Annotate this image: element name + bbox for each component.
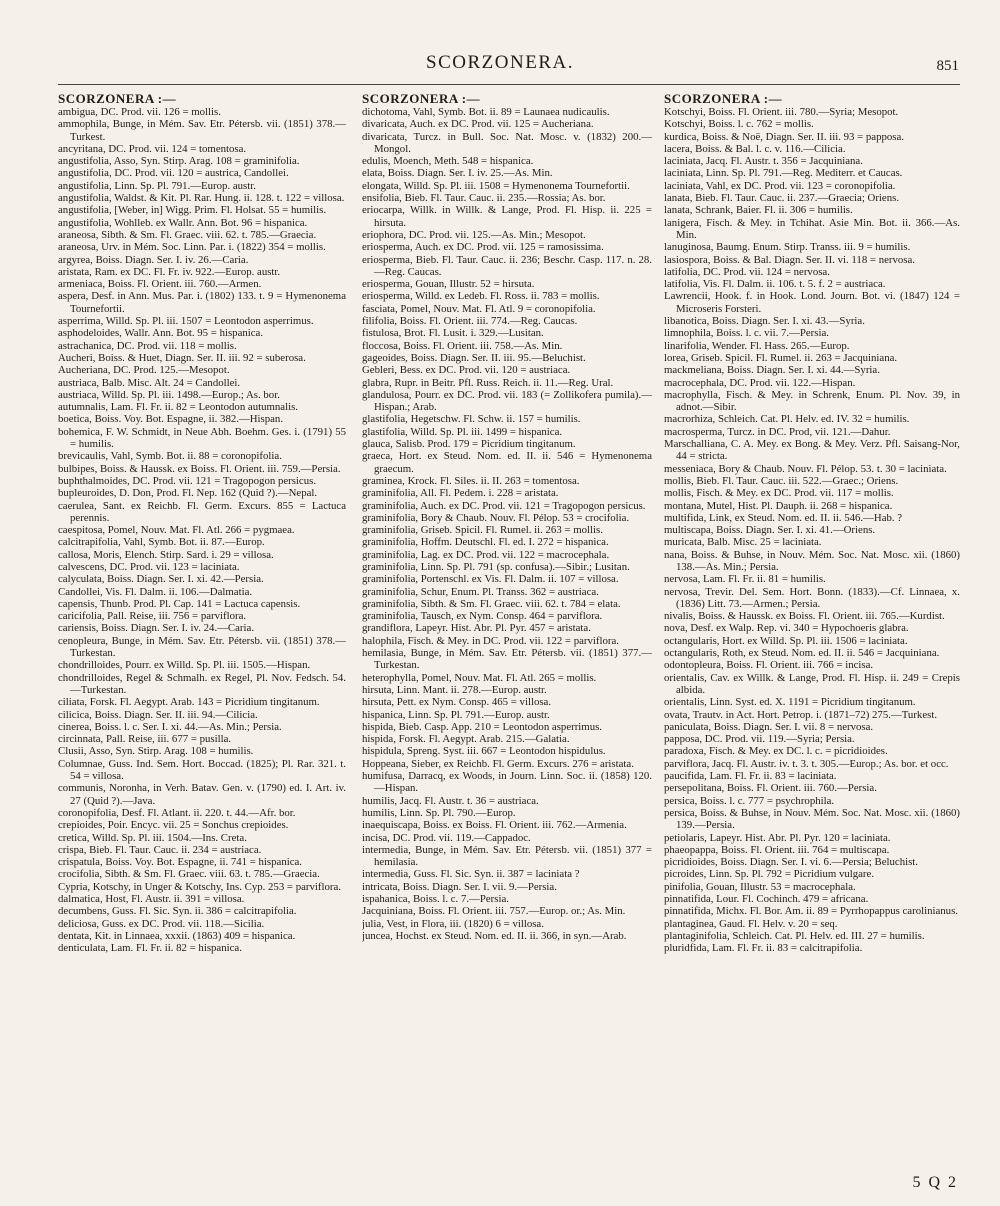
- index-entry: incisa, DC. Prod. vii. 119.—Cappadoc.: [362, 831, 531, 844]
- index-entry: glastifolia, Hegetschw. Fl. Schw. ii. 157 = humilis.: [362, 413, 581, 426]
- index-entry: pinifolia, Gouan, Illustr. 53 = macrocephala.: [664, 880, 856, 893]
- index-entry: crispatula, Boiss. Voy. Bot. Espagne, ii. 741 = hispanica.: [58, 856, 302, 869]
- index-entry: divaricata, Turcz. in Bull. Soc. Nat. Mosc. v. (1832) 200.—Mongol.: [362, 130, 652, 155]
- index-entry: deliciosa, Guss. ex DC. Prod. vii. 118.—Sicilia.: [58, 917, 265, 930]
- index-entry: graminifolia, Hoffm. Deutschl. Fl. ed. I. 272 = hispanica.: [362, 536, 609, 549]
- index-entry: elata, Boiss. Diagn. Ser. I. iv. 25.—As. Min.: [362, 167, 553, 180]
- index-entry: graeca, Hort. ex Steud. Nom. ed. II. ii. 546 = Hymenonema graecum.: [362, 450, 652, 475]
- index-entry: eriosperma, Gouan, Illustr. 52 = hirsuta.: [362, 278, 535, 291]
- index-entry: heterophylla, Pomel, Nouv. Mat. Fl. Atl. 265 = mollis.: [362, 671, 597, 684]
- index-entry: hispanica, Linn. Sp. Pl. 791.—Europ. austr.: [362, 708, 550, 721]
- index-entry: hispida, Forsk. Fl. Aegypt. Arab. 215.—Galatia.: [362, 733, 570, 746]
- index-entry: ammophila, Bunge, in Mém. Sav. Etr. Pétersb. vii. (1851) 378.—Turkest.: [58, 118, 346, 143]
- index-entry: ensifolia, Bieb. Fl. Taur. Cauc. ii. 235.—Rossia; As. bor.: [362, 192, 606, 205]
- index-entry: picroides, Linn. Sp. Pl. 792 = Picridium vulgare.: [664, 868, 875, 881]
- index-entry: gageoides, Boiss. Diagn. Ser. II. iii. 95.—Beluchist.: [362, 351, 586, 364]
- index-entry: graminifolia, Lag. ex DC. Prod. vii. 122 = macrocephala.: [362, 548, 610, 561]
- index-entry: limnophila, Boiss. l. c. vii. 7.—Persia.: [664, 327, 829, 340]
- index-entry: humilis, Jacq. Fl. Austr. t. 36 = austriaca.: [362, 794, 539, 807]
- index-entry: hemilasia, Bunge, in Mém. Sav. Etr. Pétersb. vii. (1851) 377.—Turkestan.: [362, 647, 652, 672]
- index-entry: austriaca, Balb. Misc. Alt. 24 = Candollei.: [58, 376, 241, 389]
- index-entry: lanata, Schrank, Baier. Fl. ii. 306 = humilis.: [664, 204, 853, 217]
- index-entry: caerulea, Sant. ex Reichb. Fl. Germ. Excurs. 855 = Lactuca perennis.: [58, 499, 346, 524]
- column-3: [664, 92, 960, 1192]
- index-entry: armeniaca, Boiss. Fl. Orient. iii. 760.—Armen.: [58, 278, 262, 291]
- index-entry: inaequiscapa, Boiss. ex Boiss. Fl. Orient. iii. 762.—Armenia.: [362, 819, 627, 832]
- index-entry: nervosa, Trevir. Del. Sem. Hort. Bonn. (1833).—Cf. Linnaea, x. (1836) Litt. 73.—Armen.; Persia.: [664, 585, 960, 610]
- index-entry: aspera, Desf. in Ann. Mus. Par. i. (1802) 133. t. 9 = Hymenonema Tournefortii.: [58, 290, 346, 315]
- index-entry: lanigera, Fisch. & Mey. in Tchihat. Asie Min. Bot. ii. 366.—As. Min.: [664, 216, 960, 241]
- index-entry: nova, Desf. ex Walp. Rep. vi. 340 = Hypochoeris glabra.: [664, 622, 909, 635]
- index-entry: filifolia, Boiss. Fl. Orient. iii. 774.—Reg. Caucas.: [362, 315, 578, 328]
- index-entry: Candollei, Vis. Fl. Dalm. ii. 106.—Dalmatia.: [58, 585, 253, 598]
- index-entry: Hoppeana, Sieber, ex Reichb. Fl. Germ. Excurs. 276 = aristata.: [362, 757, 634, 770]
- index-entry: macrophylla, Fisch. & Mey. in Schrenk, Enum. Pl. Nov. 39, in adnot.—Sibir.: [664, 388, 960, 414]
- index-entry: astrachanica, DC. Prod. vii. 118 = mollis.: [58, 339, 237, 352]
- index-entry: eriocarpa, Willk. in Willk. & Lange, Prod. Fl. Hisp. ii. 225 = hirsuta.: [362, 204, 652, 229]
- index-entry: lorea, Griseb. Spicil. Fl. Rumel. ii. 263 = Jacquiniana.: [664, 351, 898, 364]
- signature-mark: 5 Q 2: [912, 1174, 958, 1191]
- index-entry: graminifolia, Bory & Chaub. Nouv. Fl. Pélop. 53 = crocifolia.: [362, 511, 630, 524]
- index-entry: grandiflora, Lapeyr. Hist. Abr. Pl. Pyr. 457 = aristata.: [362, 622, 591, 635]
- index-entry: octangularis, Hort. ex Willd. Sp. Pl. iii. 1506 = laciniata.: [664, 634, 908, 647]
- index-entry: libanotica, Boiss. Diagn. Ser. I. xi. 43.—Syria.: [664, 315, 865, 328]
- index-entry: angustifolia, Linn. Sp. Pl. 791.—Europ. austr.: [58, 179, 256, 192]
- index-entry: chondrilloides, Regel & Schmalh. ex Regel, Pl. Nov. Fedsch. 54.—Turkestan.: [58, 671, 346, 696]
- index-entry: humifusa, Darracq, ex Woods, in Journ. Linn. Soc. ii. (1858) 120.—Hispan.: [362, 770, 652, 795]
- index-entry: persepolitana, Boiss. Fl. Orient. iii. 760.—Persia.: [664, 782, 877, 795]
- index-entry: lasiospora, Boiss. & Bal. Diagn. Ser. II. vi. 118 = nervosa.: [664, 253, 915, 266]
- column-2: [362, 92, 652, 1192]
- index-entry: persica, Boiss. & Buhse, in Nouv. Mém. Soc. Nat. Mosc. xii. (1860) 139.—Persia.: [664, 806, 960, 832]
- index-entry: cenopleura, Bunge, in Mém. Sav. Etr. Pétersb. vii. (1851) 378.—Turkestan.: [58, 634, 346, 660]
- index-entry: cretica, Willd. Sp. Pl. iii. 1504.—Ins. Creta.: [58, 831, 247, 844]
- index-entry: latifolia, DC. Prod. vii. 124 = nervosa.: [664, 265, 830, 278]
- index-entry: glauca, Salisb. Prod. 179 = Picridium tingitanum.: [362, 438, 576, 451]
- index-entry: lacera, Boiss. & Bal. l. c. v. 116.—Cilicia.: [664, 142, 846, 155]
- index-entry: asphodeloides, Wallr. Ann. Bot. 95 = hispanica.: [58, 327, 264, 340]
- index-entry: macrorhiza, Schleich. Cat. Pl. Helv. ed. IV. 32 = humilis.: [664, 413, 910, 426]
- index-entry: multiscapa, Boiss. Diagn. Ser. I. xi. 41.—Oriens.: [664, 524, 876, 537]
- index-entry: nervosa, Lam. Fl. Fr. ii. 81 = humilis.: [664, 573, 826, 586]
- column-1: [58, 92, 346, 1192]
- index-entry: nana, Boiss. & Buhse, in Nouv. Mém. Soc. Nat. Mosc. xii. (1860) 138.—As. Min.; Persia.: [664, 548, 960, 573]
- index-entry: pinnatifida, Lour. Fl. Cochinch. 479 = africana.: [664, 893, 869, 905]
- genus-heading: SCORZONERA :—: [58, 92, 177, 106]
- index-entry: pluridfida, Lam. Fl. Fr. ii. 83 = calcitrapifolia.: [664, 942, 863, 955]
- index-entry: elongata, Willd. Sp. Pl. iii. 1508 = Hymenonema Tournefortii.: [362, 179, 630, 192]
- index-entry: Aucheri, Boiss. & Huet, Diagn. Ser. II. iii. 92 = suberosa.: [58, 351, 306, 364]
- entry-list: [58, 106, 346, 954]
- index-entry: araneosa, Sibth. & Sm. Fl. Graec. viii. 62. t. 785.—Graecia.: [58, 228, 317, 241]
- index-entry: circinnata, Pall. Reise, iii. 677 = pusilla.: [58, 733, 232, 746]
- index-entry: glastifolia, Willd. Sp. Pl. iii. 1499 = hispanica.: [362, 425, 563, 438]
- index-entry: brevicaulis, Vahl, Symb. Bot. ii. 88 = coronopifolia.: [58, 450, 282, 463]
- index-entry: austriaca, Willd. Sp. Pl. iii. 1498.—Europ.; As. bor.: [58, 388, 280, 401]
- index-entry: laciniata, Jacq. Fl. Austr. t. 356 = Jacquiniana.: [664, 155, 863, 168]
- index-entry: crispa, Bieb. Fl. Taur. Cauc. ii. 234 = austriaca.: [58, 843, 262, 856]
- index-entry: eriosperma, Auch. ex DC. Prod. vii. 125 = ramosissima.: [362, 241, 604, 254]
- index-entry: calcitrapifolia, Vahl, Symb. Bot. ii. 87.—Europ.: [58, 536, 265, 549]
- index-entry: ciliata, Forsk. Fl. Aegypt. Arab. 143 = Picridium tingitanum.: [58, 696, 320, 709]
- index-entry: denticulata, Lam. Fl. Fr. ii. 82 = hispanica.: [58, 942, 242, 955]
- index-entry: hirsuta, Linn. Mant. ii. 278.—Europ. austr.: [362, 683, 547, 696]
- index-entry: linarifolia, Wender. Fl. Hass. 265.—Europ.: [664, 339, 850, 352]
- index-entry: muricata, Balb. Misc. 25 = laciniata.: [664, 536, 822, 549]
- index-entry: decumbens, Guss. Fl. Sic. Syn. ii. 386 = calcitrapifolia.: [58, 905, 297, 918]
- index-entry: nivalis, Boiss. & Haussk. ex Boiss. Fl. Orient. iii. 765.—Kurdist.: [664, 610, 945, 623]
- index-entry: edulis, Moench, Meth. 548 = hispanica.: [362, 155, 534, 168]
- page-title: SCORZONERA.: [426, 52, 574, 73]
- index-entry: fasciata, Pomel, Nouv. Mat. Fl. Atl. 9 = coronopifolia.: [362, 302, 596, 315]
- index-entry: graminifolia, Schur, Enum. Pl. Transs. 362 = austriaca.: [362, 585, 599, 598]
- index-entry: macrocephala, DC. Prod. vii. 122.—Hispan.: [664, 376, 856, 389]
- index-entry: intermedia, Guss. Fl. Sic. Syn. ii. 387 = laciniata ?: [362, 868, 580, 881]
- index-entry: laciniata, Linn. Sp. Pl. 791.—Reg. Mediterr. et Caucas.: [664, 167, 903, 180]
- index-entry: hispidula, Spreng. Syst. iii. 667 = Leontodon hispidulus.: [362, 745, 606, 758]
- index-entry: aristata, Ram. ex DC. Fl. Fr. iv. 922.—Europ. austr.: [58, 265, 281, 278]
- genus-heading: SCORZONERA :—: [664, 92, 783, 106]
- index-entry: julia, Vest, in Flora, iii. (1820) 6 = villosa.: [362, 917, 544, 930]
- index-entry: bulbipes, Boiss. & Haussk. ex Boiss. Fl. Orient. iii. 759.—Persia.: [58, 462, 341, 475]
- index-entry: caespitosa, Pomel, Nouv. Mat. Fl. Atl. 266 = pygmaea.: [58, 524, 295, 537]
- index-entry: autumnalis, Lam. Fl. Fr. ii. 82 = Leontodon autumnalis.: [58, 401, 299, 414]
- index-entry: mollis, Fisch. & Mey. ex DC. Prod. vii. 117 = mollis.: [664, 487, 894, 500]
- index-entry: coronopifolia, Desf. Fl. Atlant. ii. 220. t. 44.—Afr. bor.: [58, 806, 296, 819]
- entry-list: [664, 106, 960, 954]
- index-entry: intermedia, Bunge, in Mém. Sav. Etr. Pétersb. vii. (1851) 377 = hemilasia.: [362, 843, 652, 869]
- index-entry: graminifolia, Sibth. & Sm. Fl. Graec. viii. 62. t. 784 = elata.: [362, 597, 621, 610]
- index-entry: angustifolia, Waldst. & Kit. Pl. Rar. Hung. ii. 128. t. 122 = villosa.: [58, 192, 345, 205]
- index-entry: picridioides, Boiss. Diagn. Ser. I. vi. 6.—Persia; Beluchist.: [664, 856, 919, 869]
- index-entry: papposa, DC. Prod. vii. 119.—Syria; Persia.: [664, 733, 855, 746]
- index-entry: orientalis, Cav. ex Willk. & Lange, Prod. Fl. Hisp. ii. 249 = Crepis albida.: [664, 671, 960, 696]
- index-entry: capensis, Thunb. Prod. Pl. Cap. 141 = Lactuca capensis.: [58, 597, 301, 610]
- index-entry: Marschalliana, C. A. Mey. ex Bong. & Mey. Verz. Pfl. Saisang-Nor, 44 = stricta.: [664, 438, 960, 463]
- index-entry: dichotoma, Vahl, Symb. Bot. ii. 89 = Launaea nudicaulis.: [362, 106, 610, 118]
- index-entry: ancyritana, DC. Prod. vii. 124 = tomentosa.: [58, 142, 247, 155]
- index-entry: bohemica, F. W. Schmidt, in Neue Abh. Boehm. Ges. i. (1791) 55 = humilis.: [58, 425, 346, 451]
- index-entry: paucifida, Lam. Fl. Fr. ii. 83 = laciniata.: [664, 770, 837, 783]
- index-entry: parviflora, Jacq. Fl. Austr. iv. t. 3. t. 305.—Europ.; As. bor. et occ.: [664, 757, 949, 770]
- index-entry: callosa, Moris, Elench. Stirp. Sard. i. 29 = villosa.: [58, 548, 274, 561]
- index-entry: petiolaris, Lapeyr. Hist. Abr. Pl. Pyr. 120 = laciniata.: [664, 831, 891, 844]
- index-entry: paradoxa, Fisch. & Mey. ex DC. l. c. = picridioides.: [664, 745, 888, 758]
- index-entry: ovata, Trautv. in Act. Hort. Petrop. i. (1871–72) 275.—Turkest.: [664, 708, 938, 721]
- index-entry: angustifolia, Asso, Syn. Stirp. Arag. 108 = graminifolia.: [58, 155, 300, 168]
- index-entry: caricifolia, Pall. Reise, iii. 756 = parviflora.: [58, 610, 247, 623]
- index-entry: graminifolia, Portenschl. ex Vis. Fl. Dalm. ii. 107 = villosa.: [362, 573, 619, 586]
- index-entry: mackmeliana, Boiss. Diagn. Ser. I. xi. 44.—Syria.: [664, 364, 880, 377]
- index-entry: angustifolia, [Weber, in] Wigg. Prim. Fl. Holsat. 55 = humilis.: [58, 204, 327, 217]
- header-rule: [58, 84, 960, 85]
- index-entry: juncea, Hochst. ex Steud. Nom. ed. II. ii. 366, in syn.—Arab.: [362, 929, 627, 942]
- index-entry: glandulosa, Pourr. ex DC. Prod. vii. 183 (= Zollikofera pumila).—Hispan.; Arab.: [362, 388, 652, 414]
- index-entry: dentata, Kit. in Linnaea, xxxii. (1863) 409 = hispanica.: [58, 929, 296, 942]
- index-entry: plantaginifolia, Schleich. Cat. Pl. Helv. ed. III. 27 = humilis.: [664, 929, 925, 942]
- index-entry: crocifolia, Sibth. & Sm. Fl. Graec. viii. 63. t. 785.—Graecia.: [58, 868, 320, 881]
- index-entry: orientalis, Linn. Syst. ed. X. 1191 = Picridium tingitanum.: [664, 696, 916, 709]
- index-entry: messeniaca, Bory & Chaub. Nouv. Fl. Pélop. 53. t. 30 = laciniata.: [664, 462, 947, 475]
- index-entry: graminifolia, All. Fl. Pedem. i. 228 = aristata.: [362, 487, 559, 500]
- index-entry: eriosperma, Bieb. Fl. Taur. Cauc. ii. 236; Beschr. Casp. 117. n. 28.—Reg. Caucas.: [362, 253, 652, 278]
- index-entry: graminifolia, Tausch, ex Nym. Consp. 464 = parviflora.: [362, 610, 603, 623]
- index-entry: pinnatifida, Michx. Fl. Bor. Am. ii. 89 = Pyrrhopappus carolinianus.: [664, 905, 958, 918]
- index-entry: floccosa, Boiss. Fl. Orient. iii. 758.—As. Min.: [362, 339, 563, 352]
- genus-heading: SCORZONERA :—: [362, 92, 481, 106]
- index-entry: paniculata, Boiss. Diagn. Ser. I. vii. 8 = nervosa.: [664, 720, 874, 733]
- index-entry: mollis, Bieb. Fl. Taur. Cauc. iii. 522.—Graec.; Oriens.: [664, 474, 899, 487]
- index-entry: intricata, Boiss. Diagn. Ser. I. vii. 9.—Persia.: [362, 880, 557, 893]
- index-entry: hirsuta, Pett. ex Nym. Consp. 465 = villosa.: [362, 696, 552, 709]
- index-entry: plantaginea, Gaud. Fl. Helv. v. 20 = seq.: [664, 917, 838, 930]
- index-entry: persica, Boiss. l. c. 777 = psychrophila.: [664, 794, 835, 807]
- index-entry: Lawrencii, Hook. f. in Hook. Lond. Journ. Bot. vi. (1847) 124 = Microseris Forsteri.: [664, 290, 960, 315]
- index-entry: Jacquiniana, Boiss. Fl. Orient. iii. 757.—Europ. or.; As. Min.: [362, 905, 626, 918]
- index-entry: Cypria, Kotschy, in Unger & Kotschy, Ins. Cyp. 253 = parviflora.: [58, 880, 341, 893]
- index-entry: macrosperma, Turcz. in DC. Prod, vii. 121.—Dahur.: [664, 425, 891, 438]
- entry-list: [362, 106, 652, 942]
- index-entry: dalmatica, Host, Fl. Austr. ii. 391 = villosa.: [58, 893, 245, 905]
- index-entry: Columnae, Guss. Ind. Sem. Hort. Boccad. (1825); Pl. Rar. 321. t. 54 = villosa.: [58, 757, 346, 783]
- index-entry: Aucheriana, DC. Prod. 125.—Mesopot.: [58, 364, 230, 377]
- index-entry: cariensis, Boiss. Diagn. Ser. I. iv. 24.—Caria.: [58, 622, 255, 635]
- page-number: 851: [936, 58, 959, 74]
- index-entry: halophila, Fisch. & Mey. in DC. Prod. vii. 122 = parviflora.: [362, 634, 619, 647]
- index-entry: eriophora, DC. Prod. vii. 125.—As. Min.; Mesopot.: [362, 228, 586, 241]
- index-entry: angustifolia, DC. Prod. vii. 120 = austrica, Candollei.: [58, 167, 289, 180]
- index-entry: Gebleri, Bess. ex DC. Prod. vii. 120 = austriaca.: [362, 364, 571, 377]
- index-entry: lanata, Bieb. Fl. Taur. Cauc. ii. 237.—Graecia; Oriens.: [664, 192, 900, 205]
- index-entry: lanuginosa, Baumg. Enum. Stirp. Transs. iii. 9 = humilis.: [664, 241, 911, 254]
- index-entry: bupleuroides, D. Don, Prod. Fl. Nep. 162 (Quid ?).—Nepal.: [58, 487, 318, 500]
- index-entry: graminifolia, Linn. Sp. Pl. 791 (sp. confusa).—Sibir.; Lusitan.: [362, 560, 630, 573]
- index-entry: odontopleura, Boiss. Fl. Orient. iii. 766 = incisa.: [664, 659, 874, 672]
- index-entry: graminifolia, Griseb. Spicil. Fl. Rumel. ii. 263 = mollis.: [362, 524, 603, 537]
- index-entry: calyculata, Boiss. Diagn. Ser. I. xi. 42.—Persia.: [58, 573, 264, 586]
- index-entry: Clusii, Asso, Syn. Stirp. Arag. 108 = humilis.: [58, 745, 254, 758]
- index-entry: hispida, Bieb. Casp. App. 210 = Leontodon asperrimus.: [362, 720, 602, 733]
- index-entry: araneosa, Urv. in Mém. Soc. Linn. Par. i. (1822) 354 = mollis.: [58, 241, 326, 254]
- index-entry: laciniata, Vahl, ex DC. Prod. vii. 123 = coronopifolia.: [664, 179, 896, 192]
- index-entry: crepioides, Poir. Encyc. vii. 25 = Sonchus crepioides.: [58, 819, 289, 832]
- index-entry: graminifolia, Auch. ex DC. Prod. vii. 121 = Tragopogon persicus.: [362, 499, 646, 512]
- index-entry: calvescens, DC. Prod. vii. 123 = laciniata.: [58, 560, 240, 573]
- index-entry: angustifolia, Wohlleb. ex Wallr. Ann. Bot. 96 = hispanica.: [58, 216, 308, 229]
- index-entry: communis, Noronha, in Verh. Batav. Gen. v. (1790) ed. I. Art. iv. 27 (Quid ?).—Java.: [58, 782, 346, 807]
- index-entry: glabra, Rupr. in Beitr. Pfl. Russ. Reich. ii. 11.—Reg. Ural.: [362, 376, 614, 389]
- index-entry: phaeopappa, Boiss. Fl. Orient. iii. 764 = multiscapa.: [664, 843, 890, 856]
- index-entry: montana, Mutel, Hist. Pl. Dauph. ii. 268 = hispanica.: [664, 499, 893, 512]
- index-entry: latifolia, Vis. Fl. Dalm. ii. 106. t. 5. f. 2 = austriaca.: [664, 278, 886, 291]
- index-entry: cinerea, Boiss. l. c. Ser. I. xi. 44.—As. Min.; Persia.: [58, 720, 282, 733]
- index-entry: fistulosa, Brot. Fl. Lusit. i. 329.—Lusitan.: [362, 327, 544, 340]
- index-entry: Kotschyi, Boiss. Fl. Orient. iii. 780.—Syria; Mesopot.: [664, 106, 899, 118]
- index-entry: octangularis, Roth, ex Steud. Nom. ed. II. ii. 546 = Jacquiniana.: [664, 647, 940, 660]
- index-entry: chondrilloides, Pourr. ex Willd. Sp. Pl. iii. 1505.—Hispan.: [58, 659, 311, 672]
- index-entry: boetica, Boiss. Voy. Bot. Espagne, ii. 382.—Hispan.: [58, 413, 284, 426]
- index-entry: cilicica, Boiss. Diagn. Ser. II. iii. 94.—Cilicia.: [58, 708, 258, 721]
- index-entry: argyrea, Boiss. Diagn. Ser. I. iv. 26.—Caria.: [58, 253, 249, 266]
- index-entry: humilis, Linn. Sp. Pl. 790.—Europ.: [362, 806, 516, 819]
- index-entry: Kotschyi, Boiss. l. c. 762 = mollis.: [664, 118, 814, 131]
- index-entry: kurdica, Boiss. & Noë, Diagn. Ser. II. iii. 93 = papposa.: [664, 130, 904, 143]
- index-entry: eriosperma, Willd. ex Ledeb. Fl. Ross. ii. 783 = mollis.: [362, 290, 600, 303]
- index-entry: buphthalmoides, DC. Prod. vii. 121 = Tragopogon persicus.: [58, 474, 317, 487]
- index-entry: ambigua, DC. Prod. vii. 126 = mollis.: [58, 106, 221, 118]
- index-entry: asperrima, Willd. Sp. Pl. iii. 1507 = Leontodon asperrimus.: [58, 315, 314, 328]
- index-entry: ispahanica, Boiss. l. c. 7.—Persia.: [362, 893, 509, 905]
- index-entry: multifida, Link, ex Steud. Nom. ed. II. ii. 546.—Hab. ?: [664, 511, 903, 524]
- index-entry: divaricata, Auch. ex DC. Prod. vii. 125 = Aucheriana.: [362, 118, 594, 131]
- index-entry: graminea, Krock. Fl. Siles. ii. II. 263 = tomentosa.: [362, 474, 580, 487]
